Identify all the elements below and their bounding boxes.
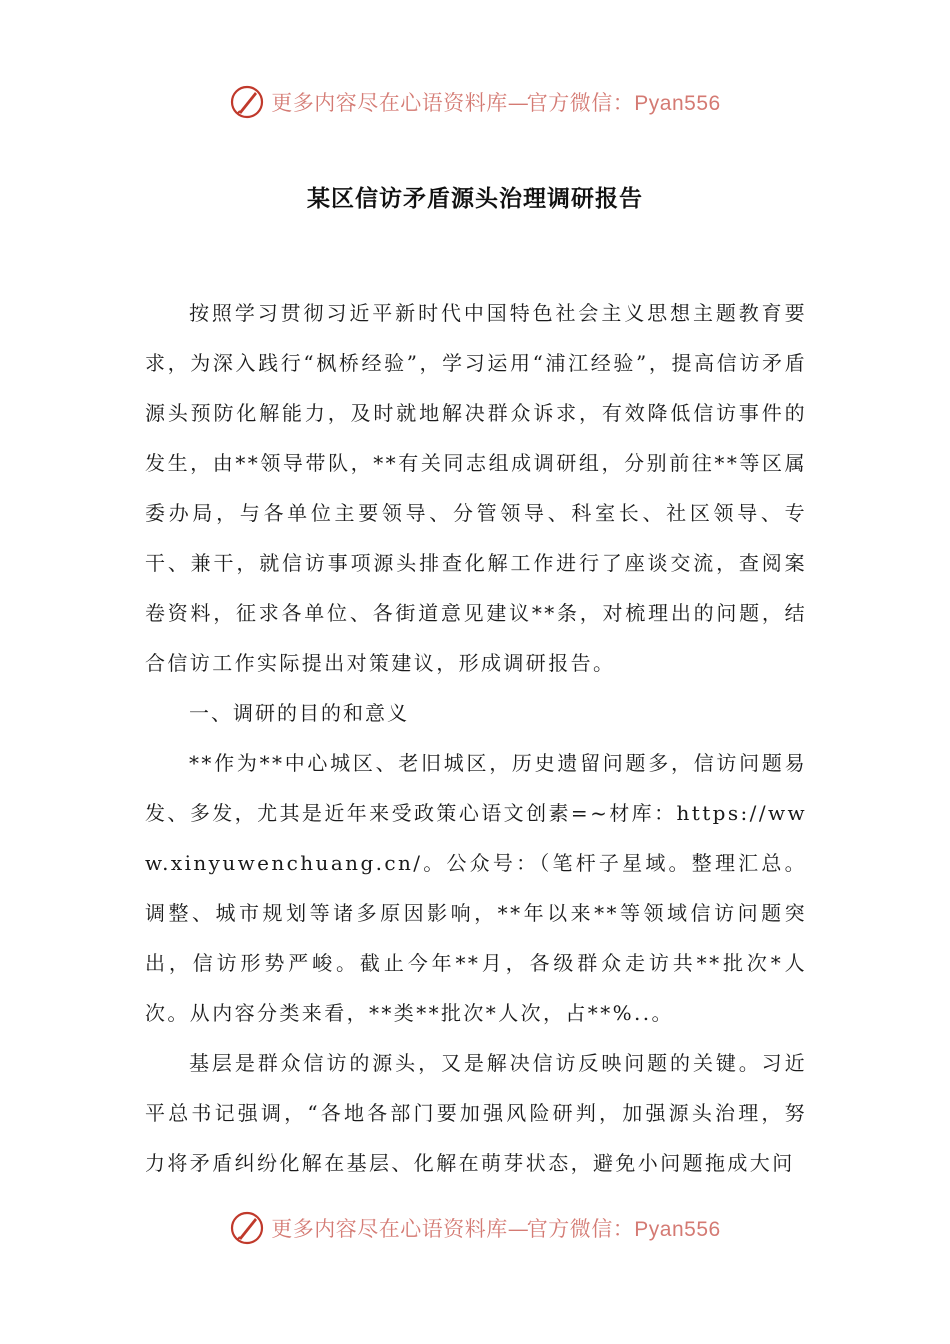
footer-watermark-banner <box>0 1208 950 1248</box>
banner-dash: — <box>507 1217 527 1241</box>
banner-wechat-id: Pyan556 <box>634 1218 721 1241</box>
banner-contact-label: 官方微信： <box>526 1217 635 1241</box>
document-title: 某区信访矛盾源头治理调研报告 <box>307 185 643 212</box>
quill-pen-logo-icon <box>229 1210 265 1246</box>
banner-dash: — <box>507 91 527 115</box>
banner-slogan: 更多内容尽在心语资料库 <box>271 1217 508 1241</box>
header-watermark-banner <box>0 82 950 122</box>
paragraph-background: **作为**中心城区、老旧城区，历史遗留问题多，信访问题易发、多发，尤其是近年来受政策心语文创素=~材库：https://www.xinyuwenchuang.cn/。公众号：（笔杆子星域。整理汇总。调整、城市规划等诸多原因影响，**年以来**等领域信访问题突出，信访形势严峻。截止今年**月，各级群众走访共**批次*人次。从内容分类来看，**类**批次*人次，占**%..。 <box>145 751 807 1025</box>
paragraph-grassroots: 基层是群众信访的源头，又是解决信访反映问题的关键。习近平总书记强调，“各地各部门要加强风险研判，加强源头治理，努力将矛盾纠纷化解在基层、化解在萌芽状态，避免小问题拖成大问 <box>145 1051 807 1175</box>
document-body <box>145 288 807 1188</box>
header-banner-text <box>271 87 720 117</box>
banner-contact-label: 官方微信： <box>526 91 635 115</box>
paragraph-intro: 按照学习贯彻习近平新时代中国特色社会主义思想主题教育要求，为深入践行“枫桥经验”，学习运用“浦江经验”，提高信访矛盾源头预防化解能力，及时就地解决群众诉求，有效降低信访事件的发生，由**领导带队，**有关同志组成调研组，分别前往**等区属委办局，与各单位主要领导、分管领导、科室长、社区领导、专干、兼干，就信访事项源头排查化解工作进行了座谈交流，查阅案卷资料，征求各单位、各街道意见建议**条，对梳理出的问题，结合信访工作实际提出对策建议，形成调研报告。 <box>145 301 807 675</box>
footer-banner-text <box>271 1213 720 1243</box>
banner-wechat-id: Pyan556 <box>634 92 721 115</box>
quill-pen-logo-icon <box>229 84 265 120</box>
banner-slogan: 更多内容尽在心语资料库 <box>271 91 508 115</box>
section-heading-1: 一、调研的目的和意义 <box>189 701 409 725</box>
